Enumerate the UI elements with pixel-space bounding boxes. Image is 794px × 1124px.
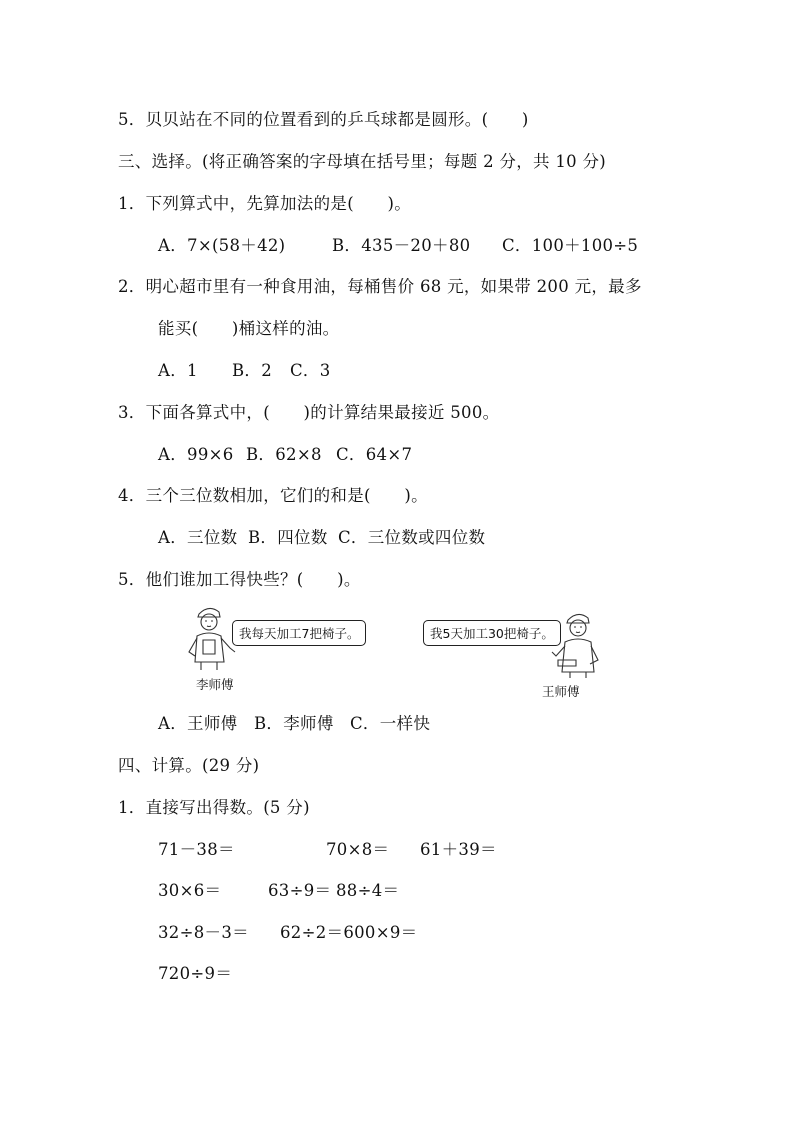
calc-row-3 xyxy=(158,919,417,943)
option-a: A．1 xyxy=(158,361,198,380)
worker-wang-name: 王师傅 xyxy=(542,684,580,699)
calc-item: 71－38＝ xyxy=(158,840,235,859)
calc-item: 88÷4＝ xyxy=(336,881,400,900)
option-b: B．435－20＋80 xyxy=(332,236,471,255)
calc-row-2 xyxy=(158,877,399,901)
option-b: B．李师傅 xyxy=(254,714,334,733)
choice-q2-options xyxy=(158,357,331,381)
calc-heading: 四、计算。(29 分) xyxy=(118,756,260,775)
choice-q5-stem: 5．他们谁加工得快些？( )。 xyxy=(118,570,361,589)
speech-bubble-wang: 我5天加工30把椅子。 xyxy=(423,620,561,646)
choice-q5-options xyxy=(158,710,430,734)
calc-item: 61＋39＝ xyxy=(420,840,497,859)
choice-q2-stem: 2．明心超市里有一种食用油，每桶售价 68 元，如果带 200 元，最多 xyxy=(118,277,642,296)
option-b: B．62×8 xyxy=(246,445,322,464)
worker-wang-illustration xyxy=(546,608,608,680)
choice-heading: 三、选择。(将正确答案的字母填在括号里；每题 2 分，共 10 分) xyxy=(118,152,607,171)
option-b: B．四位数 xyxy=(248,528,328,547)
choice-q3-stem: 3．下面各算式中，( )的计算结果最接近 500。 xyxy=(118,403,500,422)
option-c: C．64×7 xyxy=(336,445,413,464)
calc-item: 62÷2＝600×9＝ xyxy=(280,923,418,942)
option-c: C．三位数或四位数 xyxy=(338,528,486,547)
calc-item: 70×8＝ xyxy=(326,840,390,859)
option-a: A．99×6 xyxy=(158,445,234,464)
option-a: A．三位数 xyxy=(158,528,238,547)
calc-q1-stem: 1．直接写出得数。(5 分) xyxy=(118,798,310,817)
choice-q2-stem-cont: 能买( )桶这样的油。 xyxy=(158,319,340,338)
choice-q4-stem: 4．三个三位数相加，它们的和是( )。 xyxy=(118,486,428,505)
calc-row-4 xyxy=(158,960,232,984)
choice-q1-options xyxy=(158,232,638,256)
choice-q4-options xyxy=(158,524,485,548)
option-a: A．7×(58＋42) xyxy=(158,236,286,255)
option-a: A．王师傅 xyxy=(158,714,238,733)
judge-item-5: 5．贝贝站在不同的位置看到的乒乓球都是圆形。( ) xyxy=(118,110,529,129)
option-b: B．2 xyxy=(232,361,273,380)
calc-row-1 xyxy=(158,836,497,860)
speech-bubble-li: 我每天加工7把椅子。 xyxy=(232,620,366,646)
choice-q1-stem: 1．下列算式中，先算加法的是( )。 xyxy=(118,194,412,213)
option-c: C．3 xyxy=(290,361,331,380)
calc-item: 63÷9＝ xyxy=(268,881,332,900)
option-c: C．一样快 xyxy=(350,714,431,733)
choice-q3-options xyxy=(158,441,412,465)
option-c: C．100＋100÷5 xyxy=(502,236,639,255)
calc-item: 720÷9＝ xyxy=(158,964,233,983)
calc-item: 32÷8－3＝ xyxy=(158,923,249,942)
worker-li-name: 李师傅 xyxy=(196,677,234,692)
calc-item: 30×6＝ xyxy=(158,881,222,900)
